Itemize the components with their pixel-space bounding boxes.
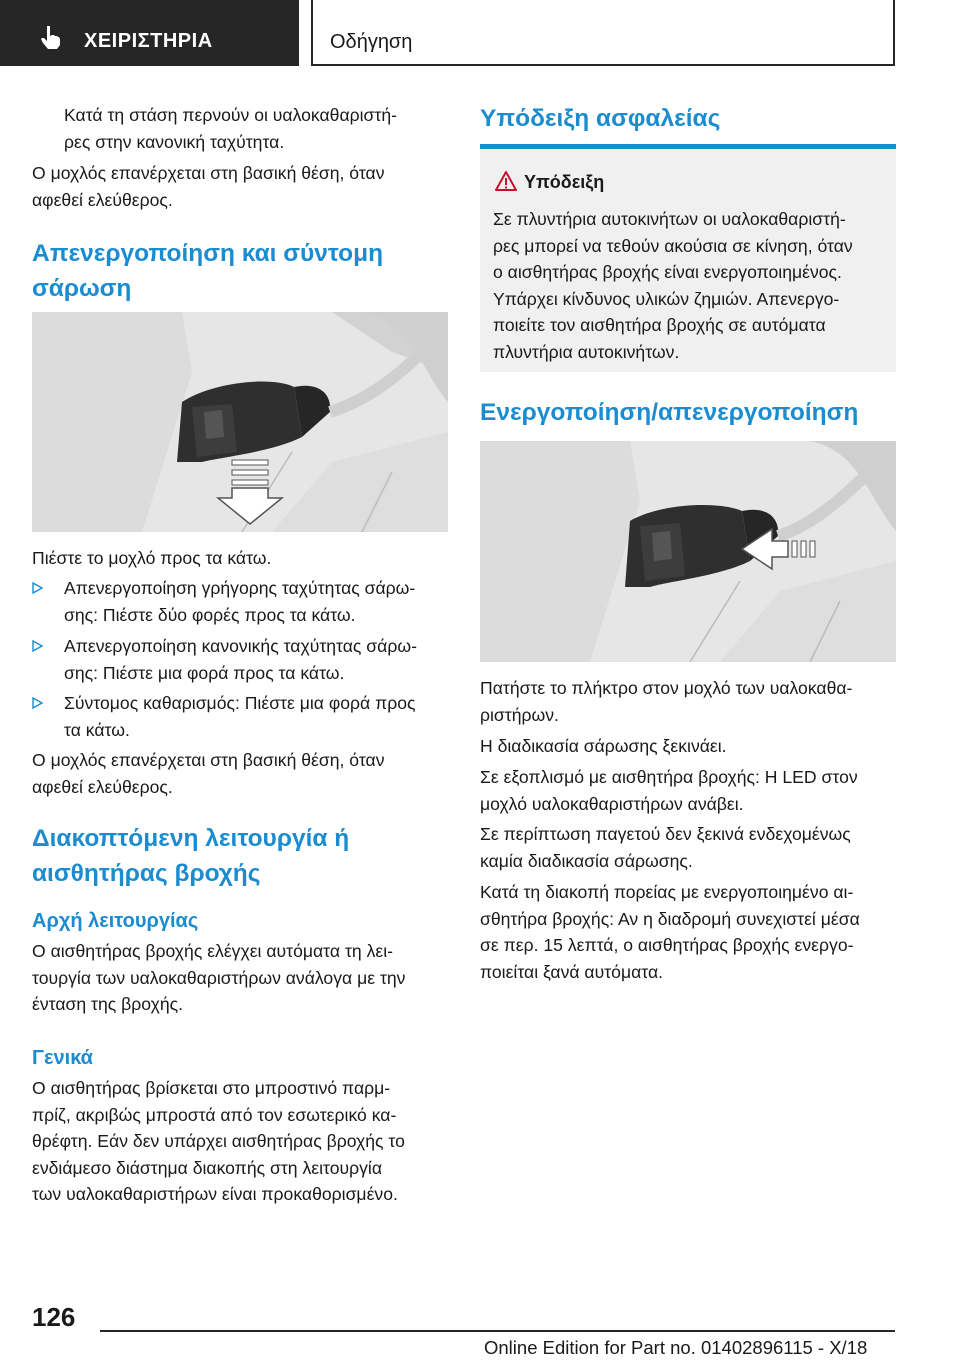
pointing-hand-icon [38,24,64,50]
bullet-triangle-icon [32,640,43,652]
figure-lever-button [480,441,896,662]
edition-line: Online Edition for Part no. 01402896115 - X/18 [484,1337,868,1358]
safety-divider [480,144,896,149]
lever-return-text: Ο μοχλός επανέρχεται στη βασική θέση, όταν αφεθεί ελεύθερος. [32,163,385,210]
lever-button-illustration [480,441,896,662]
intro-continuation: Κατά τη στάση περνούν οι υαλοκαθαριστή- ρες στην κανονική ταχύτητα. [64,105,397,152]
section-title-box [311,0,895,66]
frost-text: Σε περίπτωση παγετού δεν ξεκινά ενδεχομένως καμία διαδικασία σάρωσης. [480,824,851,871]
wipe-starts-text: Η διαδικασία σάρωσης ξεκινάει. [480,736,727,756]
led-text: Σε εξοπλισμό με αισθητήρα βροχής: Η LED στον μοχλό υαλοκαθαριστήρων ανάβει. [480,767,858,814]
heading-interval-rain-sensor: Διακοπτόμενη λειτουργία ή αισθητήρας βροχής [32,825,350,887]
heading-safety-note: Υπόδειξη ασφαλείας [480,105,721,132]
bullet-text: Απενεργοποίηση γρήγορης ταχύτητας σάρω- σης: Πιέστε δύο φορές προς τα κάτω. [64,578,416,625]
bullet-text: Απενεργοποίηση κανονικής ταχύτητας σάρω- σης: Πιέστε μια φορά προς τα κάτω. [64,636,417,683]
chapter-tab [0,0,299,66]
principle-text: Ο αισθητήρας βροχής ελέγχει αυτόματα τη λει- τουργία των υαλοκαθαριστήρων ανάλογα με την ένταση της βροχής. [32,941,406,1014]
bullet-text: Σύντομος καθαρισμός: Πιέστε μια φορά προς τα κάτω. [64,693,416,740]
lever-down-illustration [32,312,448,532]
warning-text: Σε πλυντήρια αυτοκινήτων οι υαλοκαθαριστή- ρες μπορεί να τεθούν ακούσια σε κίνηση, όταν ο αισθητήρας βροχής είναι ενεργοποιημένος. Υπάρχει κίνδυνος υλικών ζημιών. Απενεργο- ποιείτε τον αισθητήρα βροχής σε αυτόματα πλυντήρια αυτοκινήτων. [493,209,853,362]
bullet-triangle-icon [32,697,43,709]
general-text: Ο αισθητήρας βρίσκεται στο μπροστινό παρμ- πρίζ, ακριβώς μπροστά από τον εσωτερικό κα- θρέφτη. Εάν δεν υπάρχει αισθητήρας βροχής το ενδιάμεσο διάστημα διακοπής στη λειτουργία των υαλοκαθαριστήρων είναι προκαθορισμένο. [32,1078,405,1204]
warning-triangle-icon [494,170,518,192]
page-number: 126 [32,1302,76,1332]
footer-rule [100,1330,895,1332]
bullet-triangle-icon [32,582,43,594]
heading-on-off: Ενεργοποίηση/απενεργοποίηση [480,399,859,426]
warning-title: Υπόδειξη [524,172,605,192]
lever-return-text-2: Ο μοχλός επανέρχεται στη βασική θέση, όταν αφεθεί ελεύθερος. [32,750,385,797]
subheading-principle: Αρχή λειτουργίας [32,910,199,932]
page-header [0,0,960,66]
section-title: Οδήγηση [330,31,413,53]
figure-lever-down [32,312,448,532]
warning-box [480,150,896,372]
subheading-general: Γενικά [32,1047,93,1069]
chapter-tab-label: ΧΕΙΡΙΣΤΗΡΙΑ [84,30,213,52]
heading-deactivate-short-wipe: Απενεργοποίηση και σύντομη σάρωση [32,240,384,302]
stop-drive-text: Κατά τη διακοπή πορείας με ενεργοποιημένο αι- σθητήρα βροχής: Αν η διαδρομή συνεχιστεί μέσα σε περ. 15 λεπτά, ο αισθητήρας βροχής ενεργο- ποιείται ξανά αυτόματα. [480,882,860,982]
press-down-text: Πιέστε το μοχλό προς τα κάτω. [32,548,272,568]
press-button-text: Πατήστε το πλήκτρο στον μοχλό των υαλοκαθα- ριστήρων. [480,678,853,725]
